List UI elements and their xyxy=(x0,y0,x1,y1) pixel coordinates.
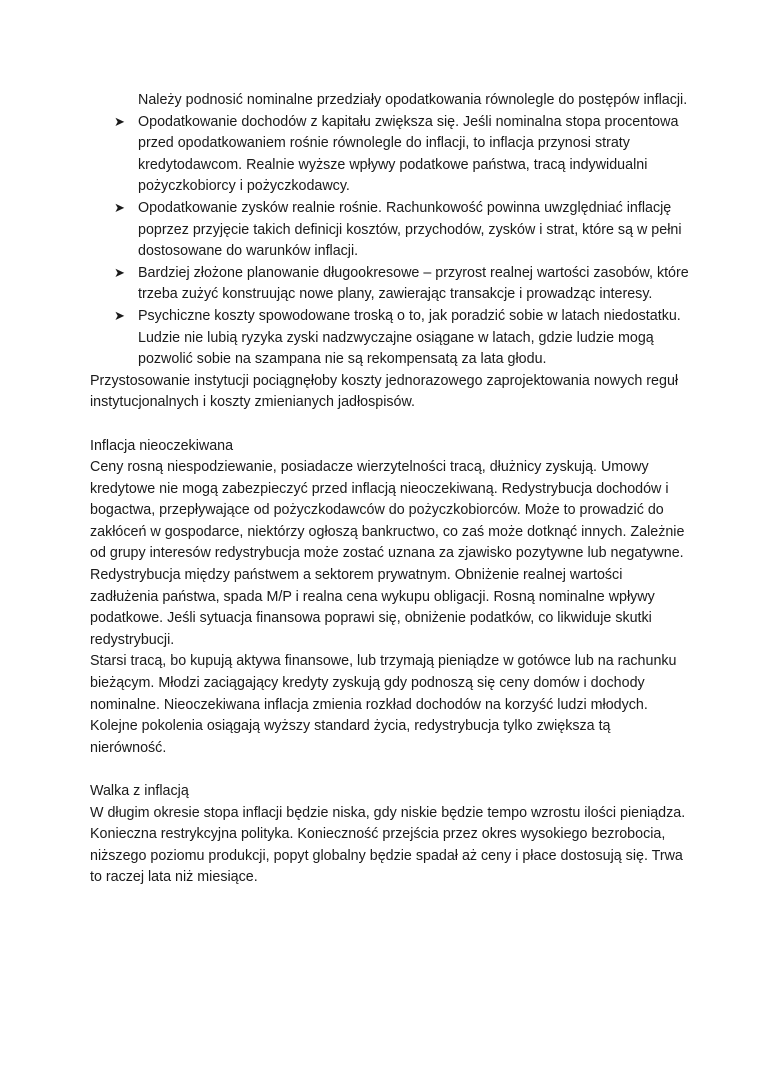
arrow-bullet-icon: ➤ xyxy=(114,265,125,281)
arrow-bullet-icon: ➤ xyxy=(114,114,125,130)
document-page xyxy=(90,90,690,889)
arrow-bullet-icon: ➤ xyxy=(114,200,125,216)
bullet-text: Opodatkowanie dochodów z kapitału zwiększa się. Jeśli nominalna stopa procentowa przed opodatkowaniem rośnie równolegle do inflacji, to inflacja przynosi straty kredytodawcom. Realnie wyższe wpływy podatkowe państwa, tracą indywidualni pożyczkobiorcy i pożyczkodawcy. xyxy=(138,113,679,195)
bullet-item xyxy=(90,263,690,306)
bullet-text: Psychiczne koszty spowodowane troską o to, jak poradzić sobie w latach niedostatku. Ludzie nie lubią ryzyka zyski nadzwyczajne osiągane w latach, gdzie ludzie mogą pozwolić sobie na szampana nie są rekompensatą za lata głodu. xyxy=(138,307,681,368)
spacer xyxy=(90,414,690,436)
section-heading-unexpected-inflation: Inflacja nieoczekiwana xyxy=(90,437,234,454)
section-heading-fight-inflation: Walka z inflacją xyxy=(90,783,189,799)
bullet-item xyxy=(90,306,690,371)
bullet-item xyxy=(90,112,690,198)
bullet-text: Opodatkowanie zysków realnie rośnie. Rachunkowość powinna uwzględniać inflację poprzez przyjęcie takich definicji kosztów, przychodów, zysków i strat, które są w pełni dostosowane do warunków inflacji. xyxy=(138,199,682,260)
bullet-text: Bardziej złożone planowanie długookresowe – przyrost realnej wartości zasobów, które trzeba zużyć konstruując nowe plany, zawierając transakcje i prowadząc interesy. xyxy=(138,264,689,303)
bullet-list xyxy=(90,112,690,371)
fight-inflation-paragraph: W długim okresie stopa inflacji będzie niska, gdy niskie będzie tempo wzrostu ilości pieniądza. Konieczna restrykcyjna polityka. Konieczność przejścia przez okres wysokiego bezrobocia, niższego poziomu produkcji, popyt globalny będzie spadał aż ceny i płace dostosują się. Trwa to raczej lata niż miesiące. xyxy=(90,804,686,886)
unexpected-inflation-paragraph-1: Ceny rosną niespodziewanie, posiadacze wierzytelności tracą, dłużnicy zyskują. Umowy kredytowe nie mogą zabezpieczyć przed inflacją nieoczekiwaną. Redystrybucja dochodów i bogactwa, przepływające od pożyczkodawców do pożyczkobiorców. Może to prowadzić do zakłóceń w gospodarce, niektórzy ogłoszą bankructwo, co zaś może dotknąć innych. Zależnie od grupy interesów redystrybucja może zostać uznana za zjawisko pozytywne lub negatywne. Redystrybucja między państwem a sektorem prywatnym. Obniżenie realnej wartości zadłużenia państwa, spada M/P i realna cena wykupu obligacji. Rosną nominalne wpływy podatkowe. Jeśli sytuacja finansowa poprawi się, obniżenie podatków, co likwiduje skutki redystrybucji. xyxy=(90,459,685,648)
continuation-text: Należy podnosić nominalne przedziały opodatkowania równolegle do postępów inflacji. xyxy=(138,92,688,108)
adjustment-paragraph: Przystosowanie instytucji pociągnęłoby koszty jednorazowego zaprojektowania nowych reguł instytucjonalnych i koszty zmienianych jadłospisów. xyxy=(90,372,679,411)
bullet-item xyxy=(90,198,690,263)
spacer xyxy=(90,759,690,781)
arrow-bullet-icon: ➤ xyxy=(114,308,125,324)
unexpected-inflation-paragraph-2: Starsi tracą, bo kupują aktywa finansowe, lub trzymają pieniądze w gotówce lub na rachunku bieżącym. Młodzi zaciągający kredyty zyskują gdy podnoszą się ceny domów i dochody nominalne. Nieoczekiwana inflacja zmienia rozkład dochodów na korzyść ludzi młodych. Kolejne pokolenia osiągają wyższy standard życia, redystrybucja tylko zwiększa tą nierówność. xyxy=(90,653,677,756)
